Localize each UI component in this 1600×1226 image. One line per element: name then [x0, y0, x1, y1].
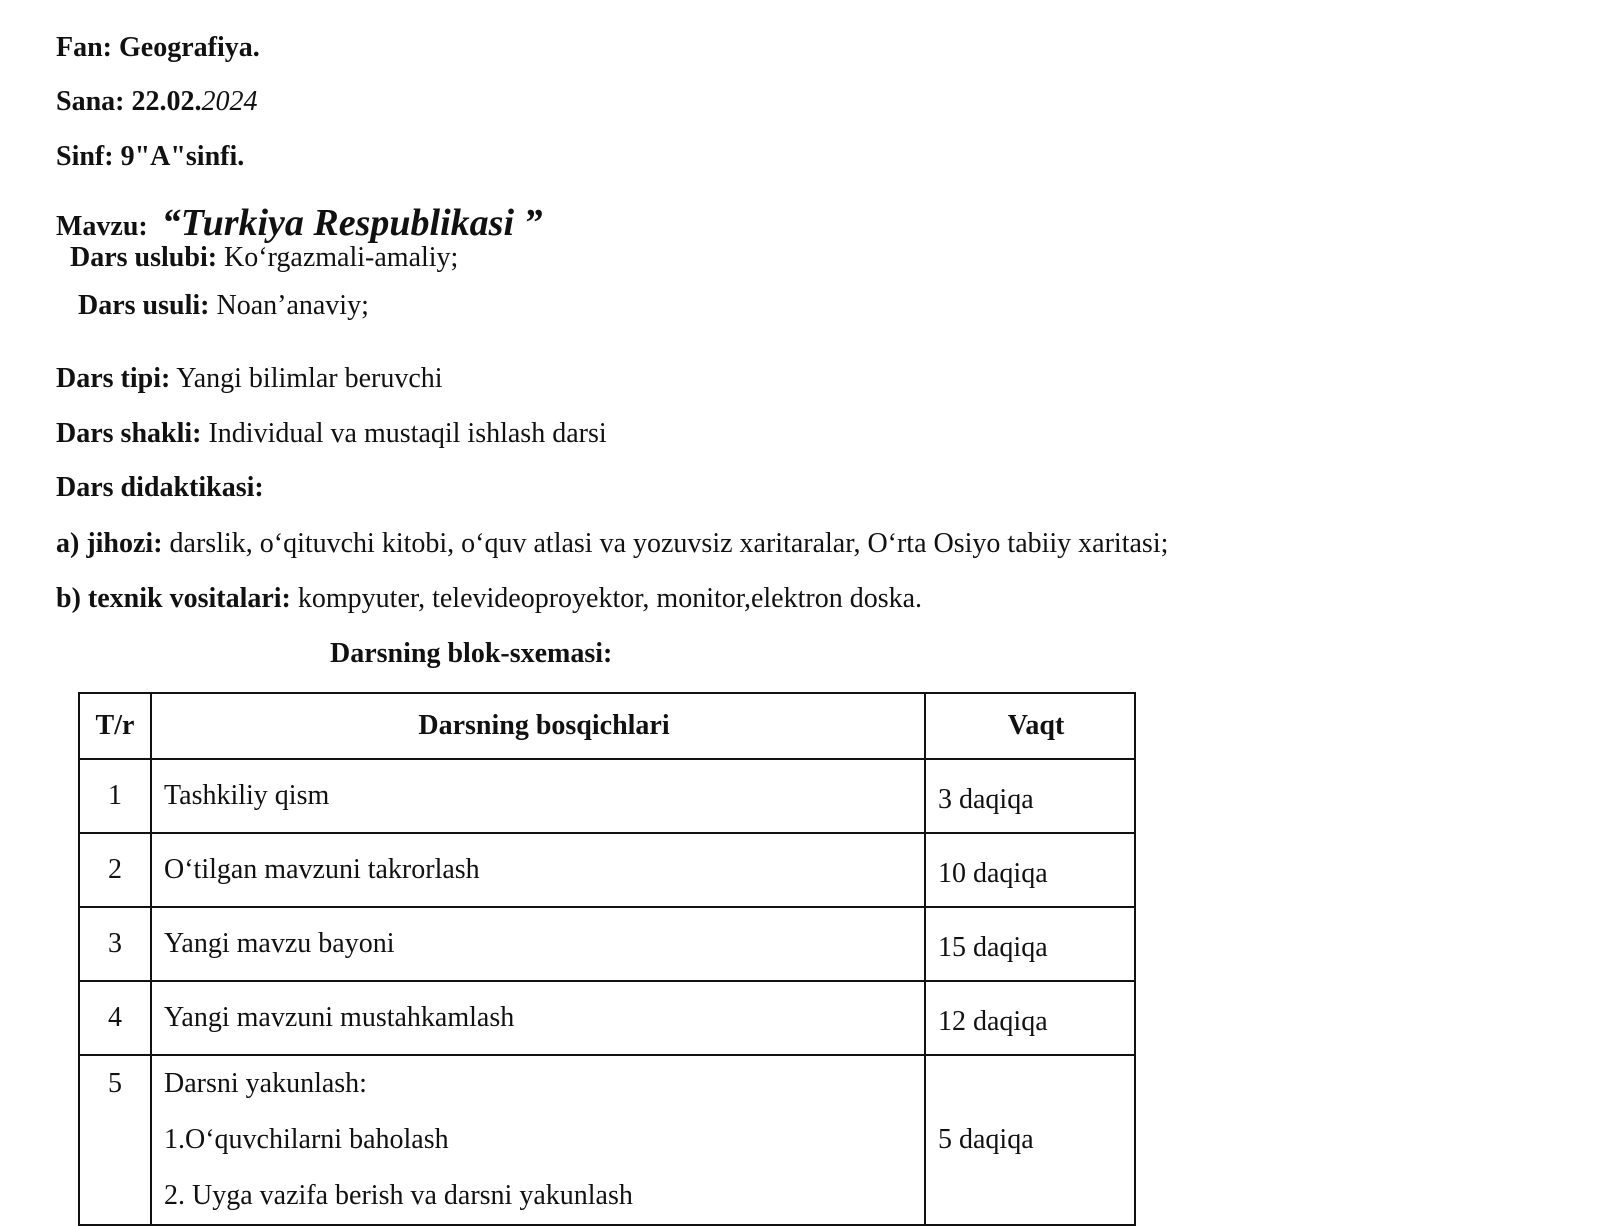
- row-number: 5: [79, 1055, 151, 1225]
- equipment-line: [56, 530, 1168, 558]
- table-row: [79, 981, 1135, 1055]
- style-label: Dars uslubi:: [70, 242, 218, 273]
- didactics-line: [56, 474, 264, 502]
- style-value: Ko‘rgazmali-amaliy;: [224, 242, 459, 273]
- topic-label: Mavzu:: [56, 211, 148, 242]
- row-stage: Darsni yakunlash:: [164, 1068, 367, 1099]
- row-number: 3: [79, 907, 151, 981]
- equipment-label: a) jihozi:: [56, 528, 163, 559]
- row-stage: Yangi mavzuni mustahkamlash: [151, 981, 925, 1055]
- form-label: Dars shakli:: [56, 418, 202, 449]
- row-time: 3 daqiqa: [925, 759, 1135, 833]
- date-label: Sana:: [56, 86, 125, 117]
- table-row: [79, 833, 1135, 907]
- method-value: Noan’anaviy;: [216, 290, 369, 321]
- header-stage: Darsning bosqichlari: [151, 693, 925, 759]
- date-line: [56, 88, 257, 116]
- class-value: 9"A"sinfi.: [120, 141, 245, 172]
- row-number: 2: [79, 833, 151, 907]
- tech-label: b) texnik vositalari:: [56, 583, 291, 614]
- table-row: [79, 907, 1135, 981]
- class-line: [56, 143, 244, 171]
- row-stage: O‘tilgan mavzuni takrorlash: [151, 833, 925, 907]
- type-label: Dars tipi:: [56, 363, 171, 394]
- subject-line: [56, 34, 260, 62]
- header-number: T/r: [79, 693, 151, 759]
- row-substep: 2. Uyga vazifa berish va darsni yakunlash: [164, 1180, 633, 1211]
- form-line: [56, 420, 607, 448]
- row-time: 10 daqiqa: [925, 833, 1135, 907]
- tech-line: [56, 585, 922, 613]
- method-line: [78, 292, 369, 320]
- topic-title: “Turkiya Respublikasi ”: [161, 202, 543, 244]
- date-value: 22.02.: [131, 86, 202, 117]
- row-time: 5 daqiqa: [925, 1055, 1135, 1225]
- table-title: Darsning blok-sxemasi:: [330, 638, 613, 669]
- date-year: 2024: [201, 86, 258, 117]
- row-number: 1: [79, 759, 151, 833]
- style-line: [70, 244, 458, 272]
- row-time: 15 daqiqa: [925, 907, 1135, 981]
- equipment-value: darslik, o‘qituvchi kitobi, o‘quv atlasi va yozuvsiz xaritaralar, O‘rta Osiyo tabiiy xaritasi;: [169, 528, 1169, 559]
- subject-value: Geografiya.: [119, 32, 260, 63]
- type-value: Yangi bilimlar beruvchi: [176, 363, 443, 394]
- lesson-plan-table: [78, 692, 1136, 1226]
- row-time: 12 daqiqa: [925, 981, 1135, 1055]
- table-header-row: [79, 693, 1135, 759]
- row-stage: Yangi mavzu bayoni: [151, 907, 925, 981]
- row-substep: 1.O‘quvchilarni baholash: [164, 1124, 449, 1155]
- row-number: 4: [79, 981, 151, 1055]
- row-stage: Tashkiliy qism: [151, 759, 925, 833]
- didactics-label: Dars didaktikasi:: [56, 472, 264, 503]
- tech-value: kompyuter, televideoproyektor, monitor,elektron doska.: [297, 583, 923, 614]
- subject-label: Fan:: [56, 32, 112, 63]
- header-time: Vaqt: [925, 693, 1135, 759]
- topic-line: [56, 204, 543, 242]
- method-label: Dars usuli:: [78, 290, 210, 321]
- class-label: Sinf:: [56, 141, 114, 172]
- form-value: Individual va mustaqil ishlash darsi: [208, 418, 607, 449]
- type-line: [56, 365, 443, 393]
- table-row: [79, 759, 1135, 833]
